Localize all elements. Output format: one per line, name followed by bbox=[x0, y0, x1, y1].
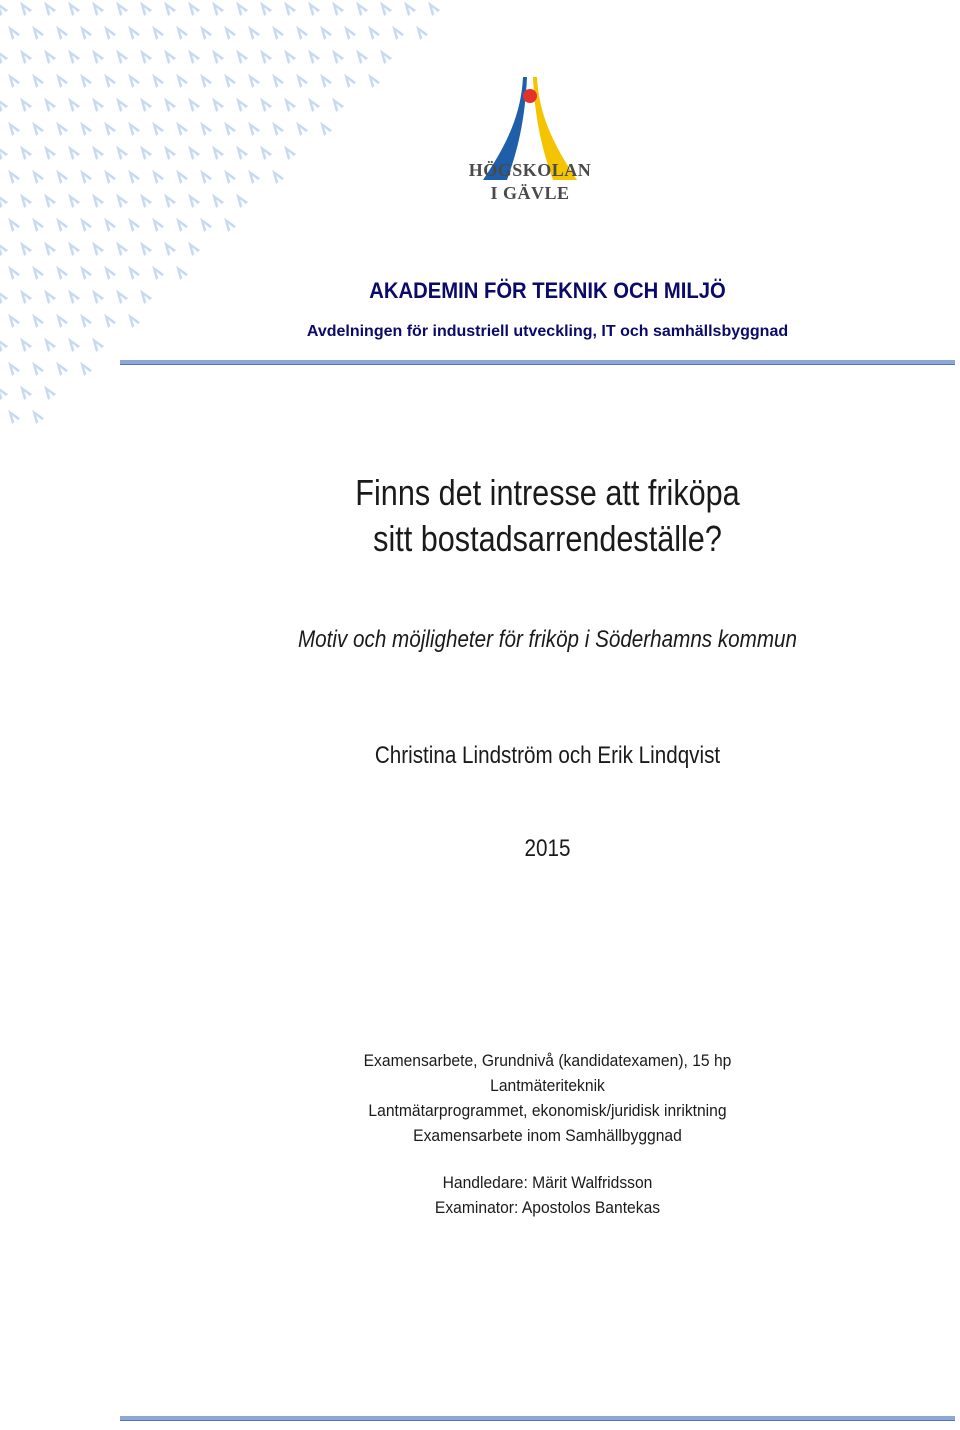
info-programme: Lantmätarprogrammet, ekonomisk/juridisk inriktning bbox=[368, 1101, 727, 1120]
logo-text-line1: HÖGSKOLAN bbox=[468, 160, 592, 180]
bottom-divider bbox=[120, 1416, 955, 1421]
supervisor: Handledare: Märit Walfridsson bbox=[442, 1173, 653, 1192]
thesis-subtitle: Motiv och möjligheter för friköp i Söderhamns kommun bbox=[297, 626, 797, 653]
department-heading: Avdelningen för industriell utveckling, IT och samhällsbyggnad bbox=[306, 323, 789, 340]
year: 2015 bbox=[524, 835, 571, 862]
info-subject: Lantmäteriteknik bbox=[490, 1076, 605, 1095]
thesis-title bbox=[184, 470, 911, 562]
thesis-title-line2: sitt bostadsarrendeställe? bbox=[373, 518, 722, 559]
info-course: Examensarbete inom Samhällbyggnad bbox=[413, 1126, 682, 1145]
academy-heading: AKADEMIN FÖR TEKNIK OCH MILJÖ bbox=[369, 278, 726, 303]
thesis-info bbox=[154, 1048, 941, 1148]
info-level: Examensarbete, Grundnivå (kandidatexamen), 15 hp bbox=[363, 1051, 732, 1070]
authors: Christina Lindström och Erik Lindqvist bbox=[374, 742, 721, 769]
logo-text-line2: I GÄVLE bbox=[490, 183, 570, 203]
supervision-info bbox=[154, 1170, 941, 1220]
top-divider bbox=[120, 360, 955, 365]
thesis-title-line1: Finns det intresse att friköpa bbox=[355, 472, 740, 513]
examiner: Examinator: Apostolos Bantekas bbox=[434, 1198, 661, 1217]
decorative-logo-pattern bbox=[0, 0, 450, 430]
